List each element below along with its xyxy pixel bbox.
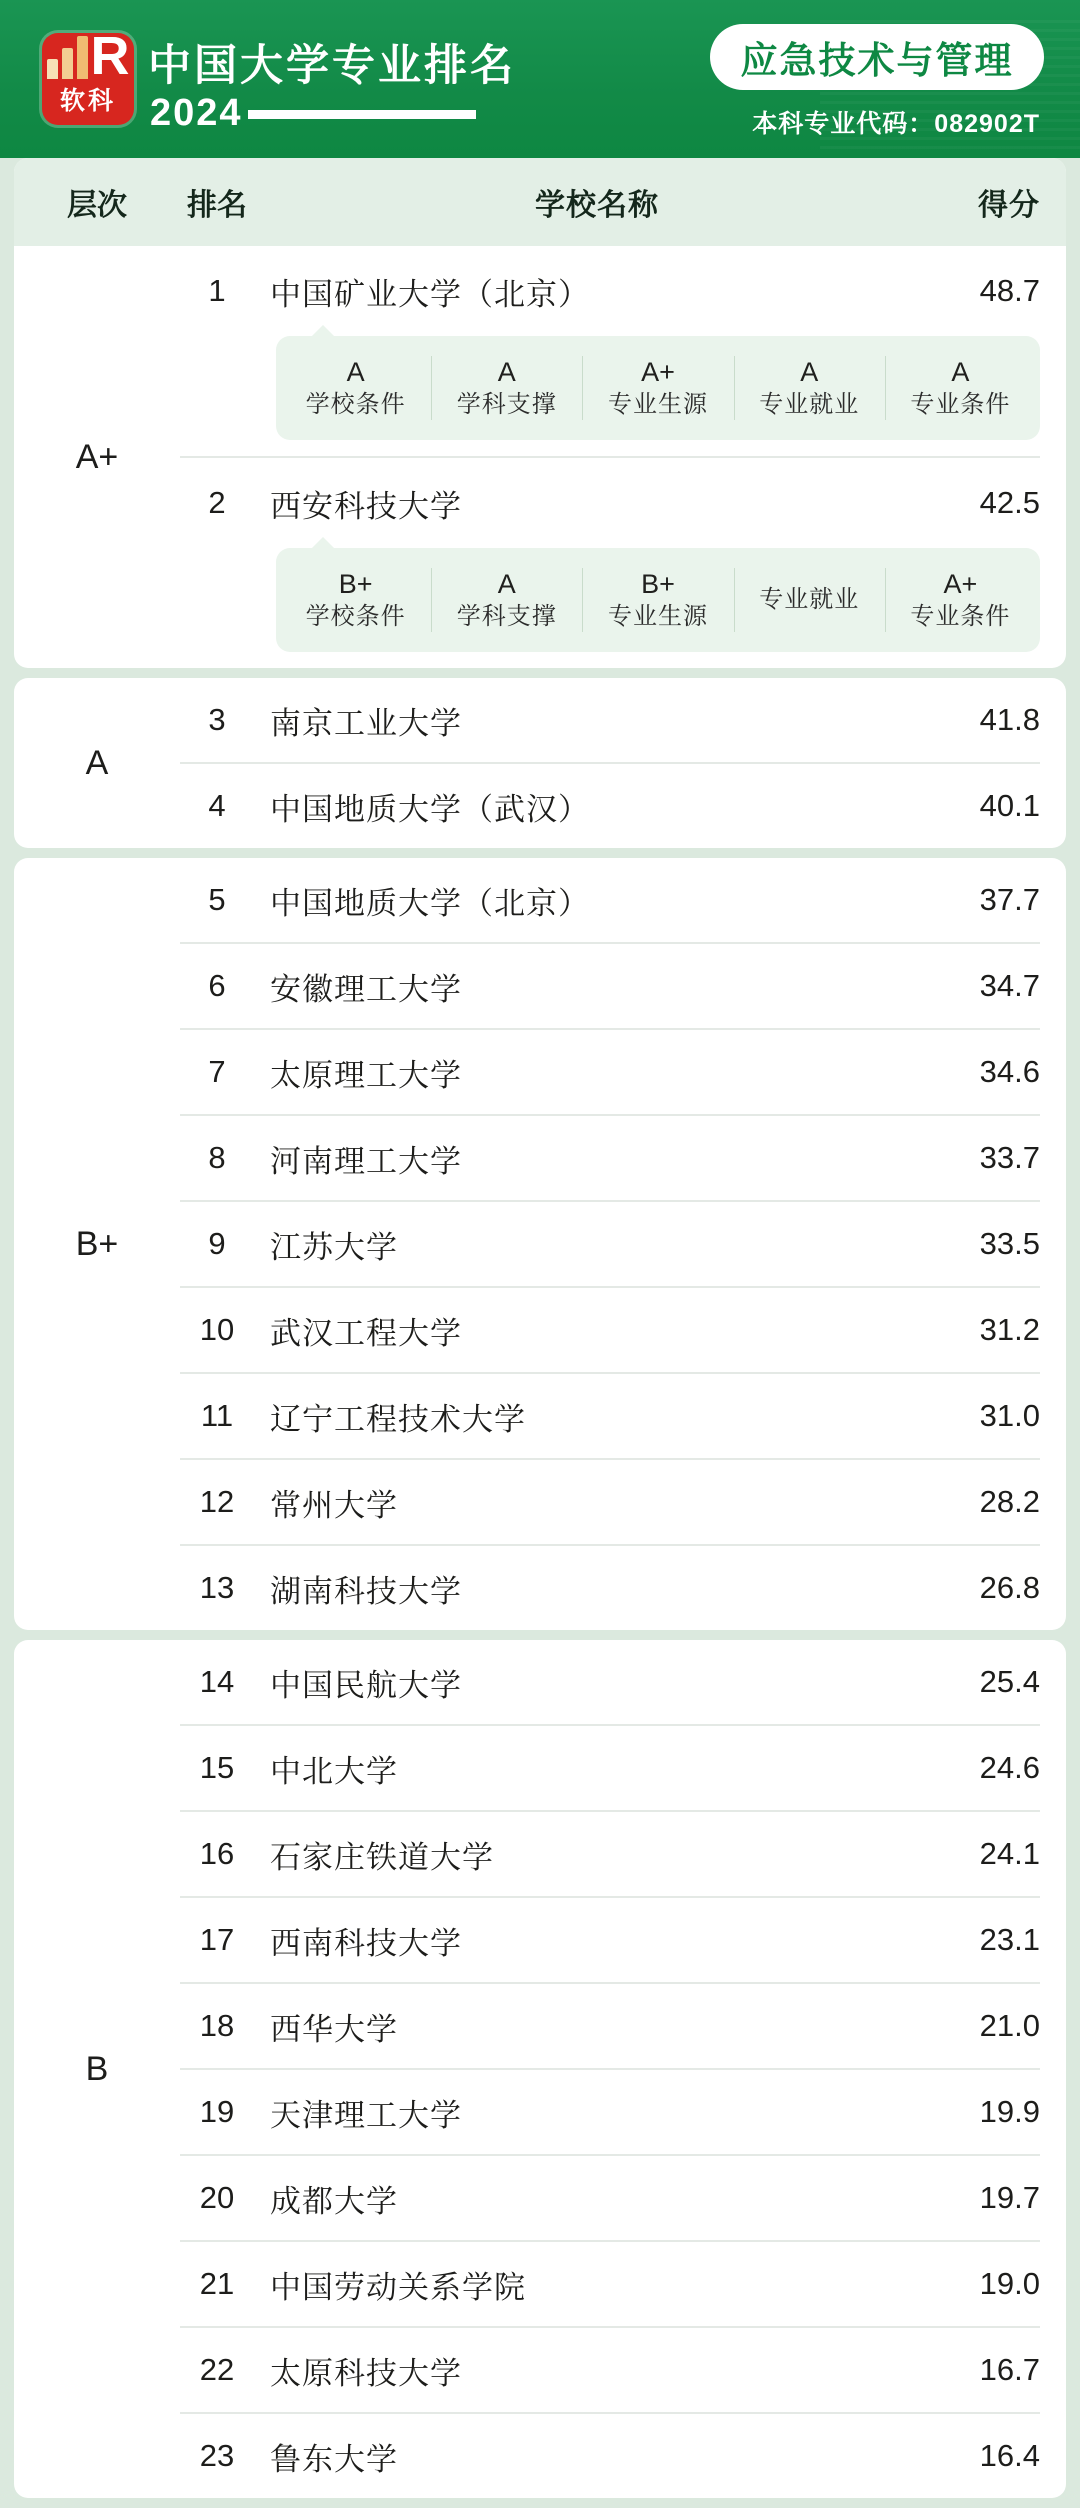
detail-panel	[276, 548, 1040, 652]
detail-grade: A	[346, 357, 365, 387]
detail-grade: A	[497, 569, 516, 599]
rank-cell: 8	[208, 1140, 226, 1175]
school-name: 江苏大学	[270, 1229, 398, 1265]
tier-label: B+	[75, 1224, 119, 1263]
tier-section-card	[14, 1640, 1066, 2498]
rank-cell: 18	[199, 2008, 235, 2043]
school-name: 安徽理工大学	[270, 971, 462, 1007]
score-cell: 19.7	[979, 2180, 1040, 2215]
column-header-rank: 排名	[187, 189, 247, 222]
detail-cell	[734, 558, 885, 642]
logo-brand-text: 软科	[59, 87, 116, 115]
ranking-table	[14, 158, 1066, 2508]
score-cell: 23.1	[979, 1922, 1040, 1957]
school-name: 常州大学	[270, 1487, 398, 1523]
school-name: 西华大学	[270, 2011, 398, 2047]
bar-chart-icon	[47, 36, 88, 79]
tier-label: A+	[75, 437, 119, 476]
table-header-row	[14, 158, 1066, 246]
page-header	[0, 0, 1080, 158]
detail-label: 专业生源	[608, 391, 708, 418]
school-name: 湖南科技大学	[270, 1573, 462, 1609]
rank-cell: 12	[199, 1484, 235, 1519]
school-name: 中国矿业大学（北京）	[270, 276, 590, 312]
rank-cell: 11	[200, 1398, 234, 1433]
detail-label: 学科支撑	[456, 391, 557, 418]
score-cell: 19.9	[979, 2094, 1040, 2129]
rank-cell: 10	[199, 1312, 235, 1347]
rank-cell: 22	[199, 2352, 235, 2387]
tier-label: B	[85, 2049, 109, 2088]
rank-cell: 9	[208, 1226, 226, 1261]
rank-cell: 3	[208, 702, 226, 737]
detail-grade: A	[497, 357, 516, 387]
score-cell: 16.4	[979, 2438, 1040, 2473]
detail-cell	[582, 558, 733, 642]
rank-cell: 21	[199, 2266, 235, 2301]
rank-cell: 19	[199, 2094, 235, 2129]
score-cell: 40.1	[979, 788, 1040, 823]
school-name: 天津理工大学	[270, 2097, 462, 2133]
detail-grade: A+	[641, 357, 675, 387]
school-name: 西南科技大学	[270, 1925, 462, 1961]
detail-grade: A	[951, 357, 970, 387]
detail-cell	[280, 346, 431, 430]
score-cell: 26.8	[979, 1570, 1040, 1605]
detail-grade: A+	[943, 569, 978, 599]
page-title: 中国大学专业排名	[148, 42, 516, 90]
detail-grade: A	[800, 357, 819, 387]
rank-cell: 15	[199, 1750, 235, 1785]
school-name: 武汉工程大学	[270, 1315, 462, 1351]
score-cell: 28.2	[979, 1484, 1040, 1519]
year-underline-bar	[248, 110, 476, 119]
detail-label: 专业就业	[759, 586, 860, 613]
score-cell: 31.2	[979, 1312, 1040, 1347]
logo-mark	[42, 26, 134, 86]
column-header-tier: 层次	[67, 189, 127, 222]
score-cell: 34.6	[979, 1054, 1040, 1089]
detail-cell	[582, 346, 733, 430]
detail-cell	[431, 558, 582, 642]
detail-cell	[885, 346, 1036, 430]
school-name: 南京工业大学	[270, 705, 462, 741]
detail-label: 学校条件	[305, 391, 406, 418]
tier-label: A	[85, 743, 109, 782]
rank-cell: 20	[199, 2180, 235, 2215]
column-header-score: 得分	[978, 189, 1040, 222]
score-cell: 24.6	[979, 1750, 1040, 1785]
score-cell: 25.4	[979, 1664, 1040, 1699]
rank-cell: 7	[208, 1054, 226, 1089]
score-cell: 37.7	[979, 882, 1040, 917]
school-name: 河南理工大学	[270, 1143, 462, 1179]
rank-cell: 6	[208, 968, 226, 1003]
detail-grade: B+	[338, 569, 373, 599]
detail-label: 专业条件	[910, 603, 1011, 630]
tier-section-card	[14, 678, 1066, 848]
detail-cell	[431, 346, 582, 430]
rank-cell: 17	[199, 1922, 235, 1957]
rank-cell: 4	[208, 788, 226, 823]
school-name: 中国地质大学（武汉）	[270, 791, 590, 827]
rank-cell: 14	[199, 1664, 235, 1699]
score-cell: 41.8	[979, 702, 1040, 737]
school-name: 中国地质大学（北京）	[270, 885, 590, 921]
school-name: 中国民航大学	[270, 1667, 462, 1703]
school-name: 太原理工大学	[270, 1057, 462, 1093]
score-cell: 24.1	[979, 1836, 1040, 1871]
major-code-text: 本科专业代码：082902T	[752, 110, 1040, 138]
detail-cell	[280, 558, 431, 642]
bar-icon-2	[62, 48, 73, 79]
school-name: 中国劳动关系学院	[270, 2269, 526, 2305]
score-cell: 19.0	[979, 2266, 1040, 2301]
rank-cell: 16	[199, 1836, 235, 1871]
school-name: 中北大学	[270, 1753, 398, 1789]
school-name: 西安科技大学	[270, 488, 462, 524]
score-cell: 42.5	[979, 485, 1040, 520]
school-name: 太原科技大学	[270, 2355, 462, 2391]
detail-label: 专业就业	[759, 391, 860, 418]
ranking-year: 2024	[150, 92, 243, 134]
major-name-badge: 应急技术与管理	[710, 24, 1044, 90]
ruanke-logo	[42, 26, 134, 125]
detail-cell	[885, 558, 1036, 642]
rank-cell: 23	[199, 2438, 235, 2473]
detail-label: 专业条件	[910, 391, 1011, 418]
school-name: 石家庄铁道大学	[270, 1839, 494, 1875]
school-name: 辽宁工程技术大学	[270, 1401, 526, 1437]
detail-label: 专业生源	[608, 603, 708, 630]
score-cell: 33.5	[979, 1226, 1040, 1261]
detail-label: 学科支撑	[456, 603, 557, 630]
score-cell: 33.7	[979, 1140, 1040, 1175]
score-cell: 48.7	[979, 273, 1040, 308]
detail-grade: B+	[641, 569, 675, 599]
school-name: 成都大学	[270, 2183, 398, 2219]
bar-icon-3	[77, 36, 88, 79]
rank-cell: 1	[208, 273, 226, 308]
detail-label: 学校条件	[305, 603, 406, 630]
bar-icon-1	[47, 59, 58, 79]
score-cell: 21.0	[979, 2008, 1040, 2043]
rank-cell: 13	[199, 1570, 235, 1605]
tier-section-card	[14, 858, 1066, 1630]
column-header-school: 学校名称	[535, 189, 659, 222]
score-cell: 34.7	[979, 968, 1040, 1003]
tier-section-card	[14, 158, 1066, 668]
detail-panel	[276, 336, 1040, 440]
detail-cell	[734, 346, 885, 430]
score-cell: 16.7	[979, 2352, 1040, 2387]
rank-cell: 5	[208, 882, 226, 917]
school-name: 鲁东大学	[270, 2441, 398, 2477]
logo-letter: R	[90, 26, 130, 86]
score-cell: 31.0	[979, 1398, 1040, 1433]
rank-cell: 2	[208, 485, 226, 520]
